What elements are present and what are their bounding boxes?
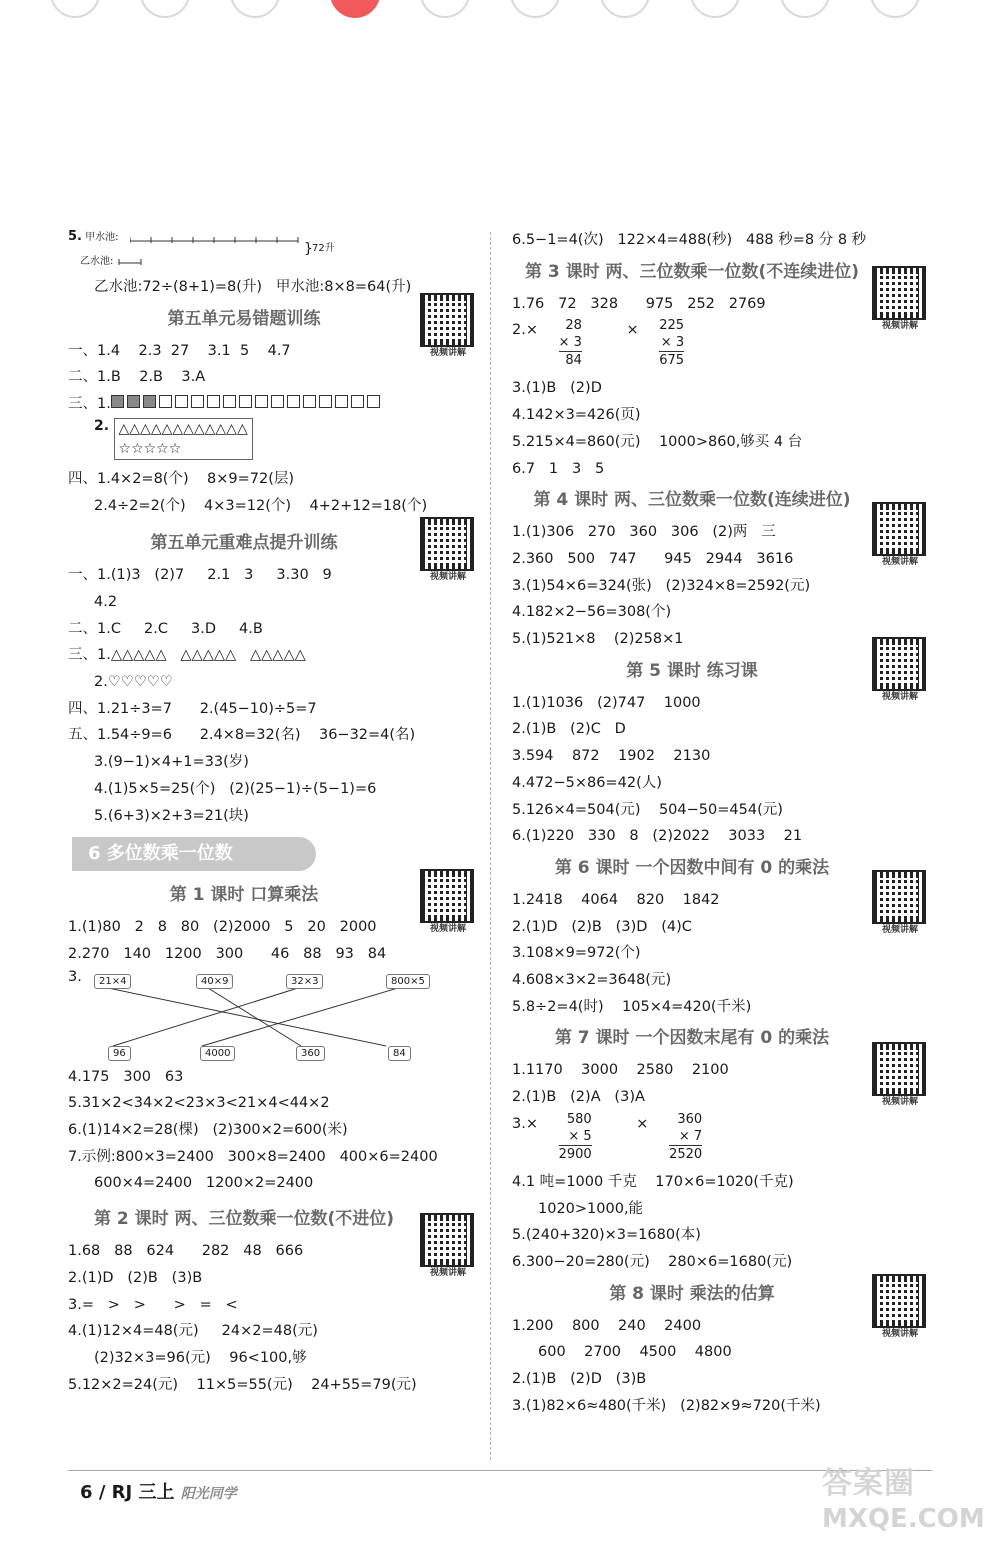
answer-row: 一、1.4 2.3 27 3.1 5 4.7 [68, 342, 291, 359]
calc-top: 580 [566, 1111, 592, 1127]
pool-diagram: 5. 甲水池: } 72升 [68, 225, 480, 250]
pool-b-bar [117, 253, 147, 269]
section-title-text: 第五单元易错题训练 [167, 308, 321, 329]
calc-mult: × 7 [669, 1128, 702, 1146]
brace-icon: } [304, 241, 313, 257]
answer-row: 5.215×4=860(元) 1000>860,够买 4 台 [512, 433, 803, 450]
qr-code-icon [872, 637, 926, 691]
calc-mult: × 3 [558, 335, 582, 351]
answer-row: 4.2 [94, 593, 118, 610]
square-icon [271, 395, 284, 408]
matching-diagram [68, 968, 480, 1064]
tab-circle [690, 0, 740, 18]
answer-row: 2.4÷2=2(个) 4×3=12(个) 4+2+12=18(个) [94, 497, 428, 514]
answer-row: 5.12×2=24(元) 11×5=55(元) 24+55=79(元) [68, 1376, 417, 1393]
square-icon [239, 395, 252, 408]
answer-row: 1020>1000,能 [538, 1200, 644, 1217]
answer-row: 4.1 吨=1000 千克 170×6=1020(千克) [512, 1173, 794, 1190]
tab-circle [870, 0, 920, 18]
answer-row: 600×4=2400 1200×2=2400 [94, 1175, 314, 1192]
tab-circle [420, 0, 470, 18]
match-bottom-item: 84 [388, 1046, 411, 1061]
answer-row: 3.(1)82×6≈480(千米) (2)82×9≈720(千米) [512, 1397, 821, 1414]
pool-answer: 乙水池:72÷(8+1)=8(升) 甲水池:8×8=64(升) [94, 279, 412, 295]
square-icon [255, 395, 268, 408]
pool-a-bar [130, 229, 310, 249]
calc-top: 360 [677, 1111, 703, 1127]
calc-top: 225 [659, 318, 685, 334]
qr-caption: 视频讲解 [881, 924, 918, 935]
section-title-text: 第 4 课时 两、三位数乘一位数(连续进位) [533, 490, 851, 511]
answer-row: 7.示例:800×3=2400 300×8=2400 400×6=2400 [68, 1148, 438, 1165]
answer-row: 6.(1)220 330 8 (2)2022 3033 21 [512, 828, 803, 845]
answer-row: 600 2700 4500 4800 [538, 1344, 732, 1361]
answer-row: 6.300−20=280(元) 280×6=1680(元) [512, 1253, 793, 1270]
answer-row: 3.594 872 1902 2130 [512, 748, 711, 765]
calc-result: 2520 [669, 1146, 703, 1162]
answer-row-squares [68, 391, 480, 418]
answer-row: 4.472−5×86=42(人) [512, 774, 662, 791]
qr-caption: 视频讲解 [881, 557, 918, 568]
triangle-star-row [68, 418, 480, 466]
qr-caption: 视频讲解 [429, 1268, 466, 1279]
page-footer [80, 1478, 237, 1504]
answer-row: 1.2418 4064 820 1842 [512, 891, 720, 908]
answer-row: 4.(1)5×5=25(个) (2)(25−1)÷(5−1)=6 [94, 780, 377, 797]
top-decoration [0, 0, 1000, 18]
square-icon [335, 395, 348, 408]
tab-circle [600, 0, 650, 18]
calc-result: 2900 [558, 1146, 592, 1162]
answer-row: 5.8÷2=4(时) 105×4=420(千米) [512, 998, 752, 1015]
answer-row: 1.200 800 240 2400 [512, 1317, 702, 1334]
footer-sep: / [98, 1482, 106, 1503]
square-icon [223, 395, 236, 408]
footer-divider [68, 1470, 932, 1471]
answer-prefix: 三、1. [68, 396, 111, 413]
tab-circle [510, 0, 560, 18]
answer-row: 2.(1)B (2)A (3)A [512, 1089, 645, 1106]
edition-label: RJ 三上 [111, 1482, 175, 1503]
answer-row: 4.(1)12×4=48(元) 24×2=48(元) [68, 1323, 318, 1340]
match-top-item: 800×5 [386, 974, 430, 989]
answer-row: 1.(1)1036 (2)747 1000 [512, 694, 701, 711]
answer-row: 3.108×9=972(个) [512, 945, 641, 962]
qr-caption: 视频讲解 [429, 572, 466, 583]
answer-row: 5.31×2<34×2<23×3<21×4<44×2 [68, 1095, 330, 1112]
answer-row: 5.(6+3)×2+3=21(块) [94, 807, 249, 824]
calc-mult: × 3 [660, 335, 685, 351]
square-icon [319, 395, 332, 408]
answer-row: 5.126×4=504(元) 504−50=454(元) [512, 801, 783, 818]
answer-row: 2.(1)D (2)B (3)B [68, 1269, 203, 1286]
answer-prefix: 3.× [512, 1115, 538, 1132]
answer-row: 1.68 88 624 282 48 666 [68, 1243, 304, 1260]
answer-row: 2.(1)D (2)B (3)D (4)C [512, 918, 692, 935]
match-top-item: 40×9 [196, 974, 233, 989]
square-icon [207, 395, 220, 408]
answer-row: 四、1.4×2=8(个) 8×9=72(层) [68, 470, 295, 487]
square-icon [351, 395, 364, 408]
square-icon [367, 395, 380, 408]
qr-caption: 视频讲解 [429, 347, 466, 358]
watermark-url: MXQE.COM [822, 1504, 985, 1534]
section-title-text: 第 3 课时 两、三位数乘一位数(不连续进位) [524, 261, 860, 282]
stars: ☆☆☆☆☆ [118, 440, 182, 457]
square-filled-icon [111, 395, 124, 408]
answer-row: 1.(1)306 270 360 306 (2)两 三 [512, 524, 776, 541]
pool-b-row [68, 250, 480, 274]
section-title-text: 第 8 课时 乘法的估算 [609, 1283, 775, 1304]
tab-circle [140, 0, 190, 18]
answer-row: 1.(1)80 2 8 80 (2)2000 5 20 2000 [68, 919, 377, 936]
match-top-item: 21×4 [94, 974, 131, 989]
unit-banner: 6 多位数乘一位数 [72, 837, 316, 871]
answer-row: 三、1.△△△△△ △△△△△ △△△△△ [68, 647, 306, 664]
pool-b-label: 乙水池: [80, 256, 114, 267]
tab-circle-active [330, 0, 380, 18]
answer-row: 二、1.C 2.C 3.D 4.B [68, 620, 263, 637]
answer-prefix: 3. [68, 968, 82, 985]
match-bottom-item: 360 [296, 1046, 325, 1061]
square-icon [287, 395, 300, 408]
answer-row: 4.608×3×2=3648(元) [512, 972, 672, 989]
section-title-text: 第 6 课时 一个因数中间有 0 的乘法 [554, 857, 830, 878]
match-bottom-item: 4000 [200, 1046, 235, 1061]
answer-row: 6.7 1 3 5 [512, 460, 605, 477]
page-number: 6 [80, 1482, 93, 1503]
qr-caption: 视频讲解 [881, 691, 918, 702]
cross-mark: × [636, 1115, 649, 1132]
pool-a-label: 甲水池: [85, 232, 119, 243]
qr-caption: 视频讲解 [881, 1328, 918, 1339]
square-icon [191, 395, 204, 408]
answer-prefix: 2. [94, 417, 110, 434]
section-title-text: 第 7 课时 一个因数末尾有 0 的乘法 [554, 1028, 830, 1049]
vertical-calc [559, 1111, 592, 1163]
section-title-text: 第 1 课时 口算乘法 [169, 885, 319, 906]
qr-caption: 视频讲解 [429, 924, 466, 935]
answer-row: 五、1.54÷9=6 2.4×8=32(名) 36−32=4(名) [68, 727, 416, 744]
vertical-calc [669, 1111, 702, 1163]
vertical-calc [659, 317, 684, 369]
tab-circle [50, 0, 100, 18]
qr-caption: 视频讲解 [881, 320, 918, 331]
section-title-text: 第 2 课时 两、三位数乘一位数(不进位) [93, 1209, 395, 1230]
triangles: △△△△△△△△△△△△ [118, 420, 248, 437]
vertical-calc-row [512, 1111, 932, 1169]
answer-row: 2.360 500 747 945 2944 3616 [512, 550, 794, 567]
answer-row: 四、1.21÷3=7 2.(45−10)÷5=7 [68, 700, 317, 717]
square-icon [303, 395, 316, 408]
answer-row: 二、1.B 2.B 3.A [68, 369, 206, 386]
answer-row: 5.(1)521×8 (2)258×1 [512, 631, 684, 648]
answer-row: 6.5−1=4(次) 122×4=488(秒) 488 秒=8 分 8 秒 [512, 232, 867, 248]
column-divider [490, 232, 491, 1460]
vertical-calc [559, 317, 582, 369]
answer-row: 2.270 140 1200 300 46 88 93 84 [68, 945, 387, 962]
answer-row: 5.(240+320)×3=1680(本) [512, 1227, 701, 1244]
cross-mark: × [626, 322, 639, 339]
answer-row: 3.= > > > = < [68, 1296, 238, 1313]
match-top-item: 32×3 [286, 974, 323, 989]
square-icon [159, 395, 172, 408]
calc-mult: × 5 [559, 1128, 592, 1146]
match-bottom-item: 96 [108, 1046, 131, 1061]
answer-row: 1.76 72 328 975 252 2769 [512, 295, 766, 312]
answer-row: 一、1.(1)3 (2)7 2.1 3 3.30 9 [68, 567, 332, 584]
answer-row: 4.182×2−56=308(个) [512, 604, 672, 621]
watermark: 答案圈 [822, 1466, 915, 1501]
calc-result: 84 [565, 353, 582, 369]
brand-logo: 阳光同学 [180, 1486, 237, 1502]
vertical-calc-row [512, 317, 932, 375]
tab-circle [780, 0, 830, 18]
lesson-5-title [512, 653, 932, 702]
answer-row: 3.(9−1)×4+1=33(岁) [94, 754, 249, 771]
answer-prefix: 2.× [512, 322, 538, 339]
right-column [512, 225, 932, 1420]
calc-result: 675 [659, 353, 685, 369]
calc-top: 28 [565, 318, 582, 334]
answer-row: 4.175 300 63 [68, 1068, 184, 1085]
answer-row: 2.(1)B (2)C D [512, 721, 626, 738]
answer-row: 6.(1)14×2=28(棵) (2)300×2=600(米) [68, 1122, 348, 1139]
answer-row: (2)32×3=96(元) 96<100,够 [94, 1349, 307, 1366]
section-title-text: 第五单元重难点提升训练 [150, 533, 338, 554]
square-filled-icon [143, 395, 156, 408]
answer-row: 2.(1)B (2)D (3)B [512, 1371, 647, 1388]
tab-circle [230, 0, 280, 18]
answer-row: 3.(1)54×6=324(张) (2)324×8=2592(元) [512, 577, 811, 594]
answer-row: 3.(1)B (2)D [512, 380, 602, 397]
answer-row: 2.♡♡♡♡♡ [94, 674, 173, 691]
triangle-star-box [114, 418, 253, 460]
pool-total: 72升 [312, 243, 335, 254]
qr-caption: 视频讲解 [881, 1097, 918, 1108]
section-title-text: 第 5 课时 练习课 [626, 660, 758, 681]
square-filled-icon [127, 395, 140, 408]
square-icon [175, 395, 188, 408]
left-column [68, 225, 480, 1398]
answer-row: 4.142×3=426(页) [512, 407, 641, 424]
answer-row: 1.1170 3000 2580 2100 [512, 1062, 729, 1079]
